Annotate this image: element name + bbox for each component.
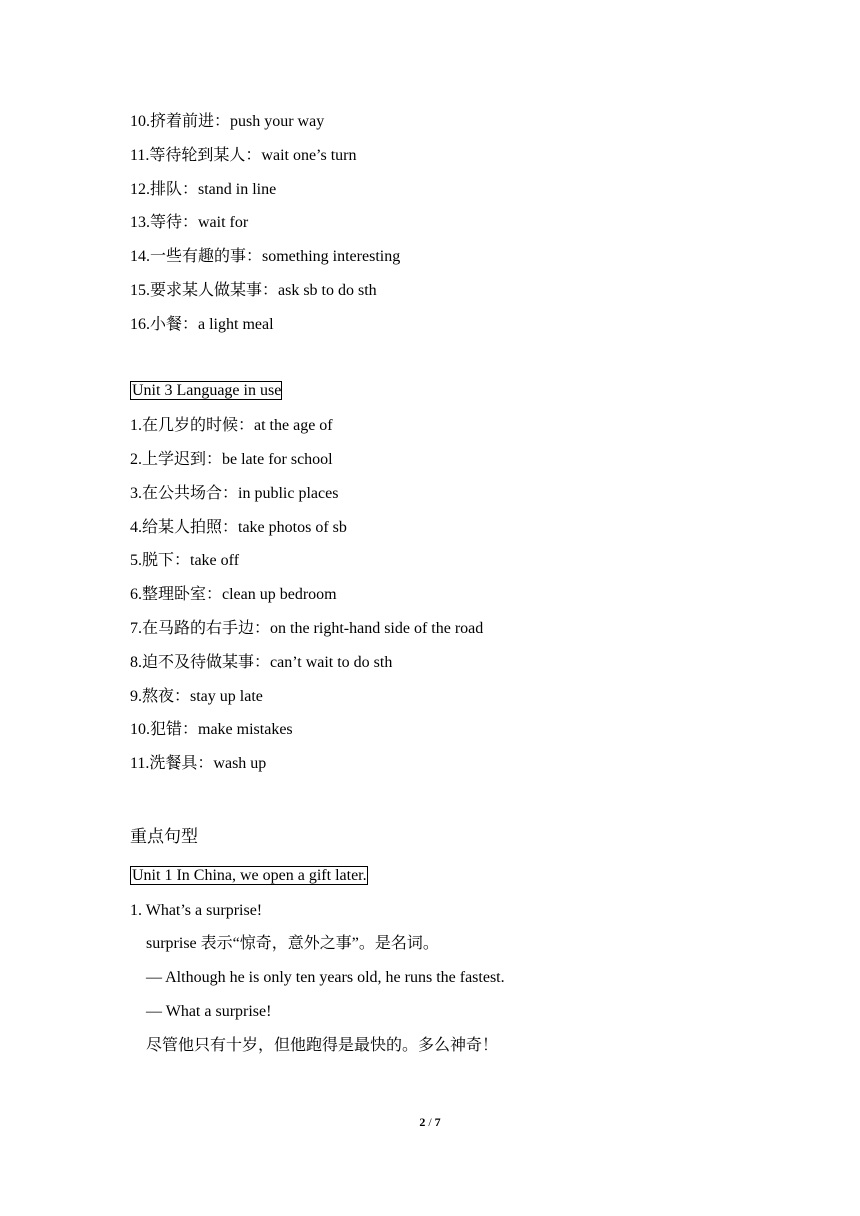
unit3-item: 1.在几岁的时候：at the age of xyxy=(130,417,333,434)
dialogue-line: — Although he is only ten years old, he runs the fastest. xyxy=(146,969,505,986)
page-separator: / xyxy=(425,1115,435,1129)
phrase-item: 15.要求某人做某事：ask sb to do sth xyxy=(130,282,377,299)
phrase-item: 14.一些有趣的事：something interesting xyxy=(130,248,401,265)
unit3-item: 7.在马路的右手边：on the right-hand side of the road xyxy=(130,620,484,637)
unit3-item: 9.熬夜：stay up late xyxy=(130,688,263,705)
unit3-heading-wrapper xyxy=(130,381,282,401)
unit1-heading-wrapper xyxy=(130,866,368,886)
unit3-item: 8.迫不及待做某事：can’t wait to do sth xyxy=(130,654,393,671)
phrase-item: 11.等待轮到某人：wait one’s turn xyxy=(130,147,357,164)
dialogue-line: — What a surprise! xyxy=(146,1003,272,1020)
sentence-item-title: 1. What’s a surprise! xyxy=(130,902,263,919)
phrase-item: 16.小餐：a light meal xyxy=(130,316,274,333)
translation-line: 尽管他只有十岁，但他跑得是最快的。多么神奇！ xyxy=(146,1037,499,1054)
unit3-item: 10.犯错：make mistakes xyxy=(130,721,293,738)
unit3-item: 5.脱下：take off xyxy=(130,552,240,569)
phrase-item: 10.挤着前进：push your way xyxy=(130,113,325,130)
unit3-heading: Unit 3 Language in use xyxy=(132,382,282,399)
unit3-item: 11.洗餐具：wash up xyxy=(130,755,267,772)
page-number xyxy=(0,1114,860,1130)
page-total: 7 xyxy=(434,1115,441,1129)
sentence-explanation: surprise 表示“惊奇，意外之事”。是名词。 xyxy=(146,935,439,952)
unit1-heading: Unit 1 In China, we open a gift later. xyxy=(132,867,367,884)
unit3-item: 4.给某人拍照：take photos of sb xyxy=(130,519,347,536)
unit3-item: 3.在公共场合：in public places xyxy=(130,485,339,502)
phrase-item: 12.排队：stand in line xyxy=(130,181,277,198)
section-title-key-sentences: 重点句型 xyxy=(130,827,198,847)
page-current: 2 xyxy=(419,1115,426,1129)
unit3-item: 6.整理卧室：clean up bedroom xyxy=(130,586,337,603)
unit3-item: 2.上学迟到：be late for school xyxy=(130,451,333,468)
phrase-item: 13.等待：wait for xyxy=(130,214,249,231)
